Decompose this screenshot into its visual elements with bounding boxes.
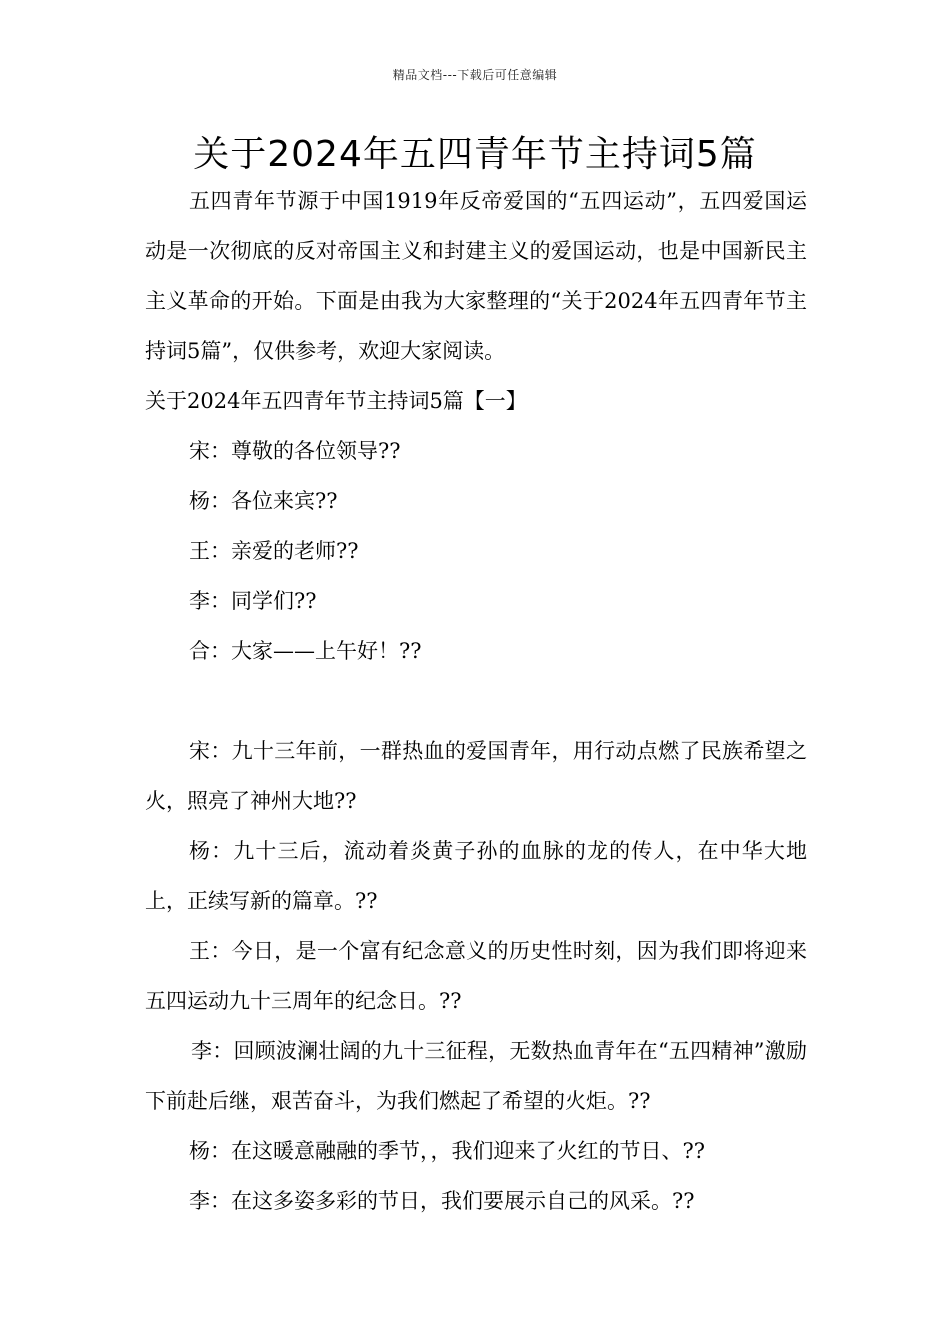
header-note: 精品文档---下载后可任意编辑: [392, 68, 558, 82]
intro-paragraph: 五四青年节源于中国1919年反帝爱国的“五四运动”，五四爱国运动是一次彻底的反对帝国主义和封建主义的爱国运动，也是中国新民主主义革命的开始。下面是由我为大家整理的“关于2024年五四青年节主持词5篇”，仅供参考，欢迎大家阅读。: [145, 189, 807, 363]
section-heading: 关于2024年五四青年节主持词5篇【一】: [145, 389, 527, 413]
document-body: [145, 176, 807, 1226]
dialogue-line: 李：同学们??: [189, 589, 317, 613]
dialogue-line: 宋：尊敬的各位领导??: [189, 439, 401, 463]
dialogue-line: 杨：九十三后，流动着炎黄子孙的血脉的龙的传人，在中华大地上，正续写新的篇章。??: [145, 839, 807, 913]
dialogue-line: 王：亲爱的老师??: [189, 539, 359, 563]
dialogue-line: 杨：各位来宾??: [189, 489, 338, 513]
dialogue-line: 杨：在这暖意融融的季节，，我们迎来了火红的节日、??: [189, 1139, 706, 1163]
dialogue-line: 合：大家——上午好！??: [189, 639, 422, 663]
blank-line: [145, 676, 807, 726]
dialogue-line: 李：在这多姿多彩的节日，我们要展示自己的风采。??: [189, 1189, 695, 1213]
document-title: 关于2024年五四青年节主持词5篇: [193, 134, 757, 175]
dialogue-line: 宋：九十三年前，一群热血的爱国青年，用行动点燃了民族希望之火，照亮了神州大地??: [145, 739, 807, 813]
dialogue-line: 李：回顾波澜壮阔的九十三征程，无数热血青年在“五四精神”激励下前赴后继，艰苦奋斗，为我们燃起了希望的火炬。??: [145, 1039, 807, 1113]
dialogue-line: 王：今日，是一个富有纪念意义的历史性时刻，因为我们即将迎来五四运动九十三周年的纪念日。??: [145, 939, 807, 1013]
